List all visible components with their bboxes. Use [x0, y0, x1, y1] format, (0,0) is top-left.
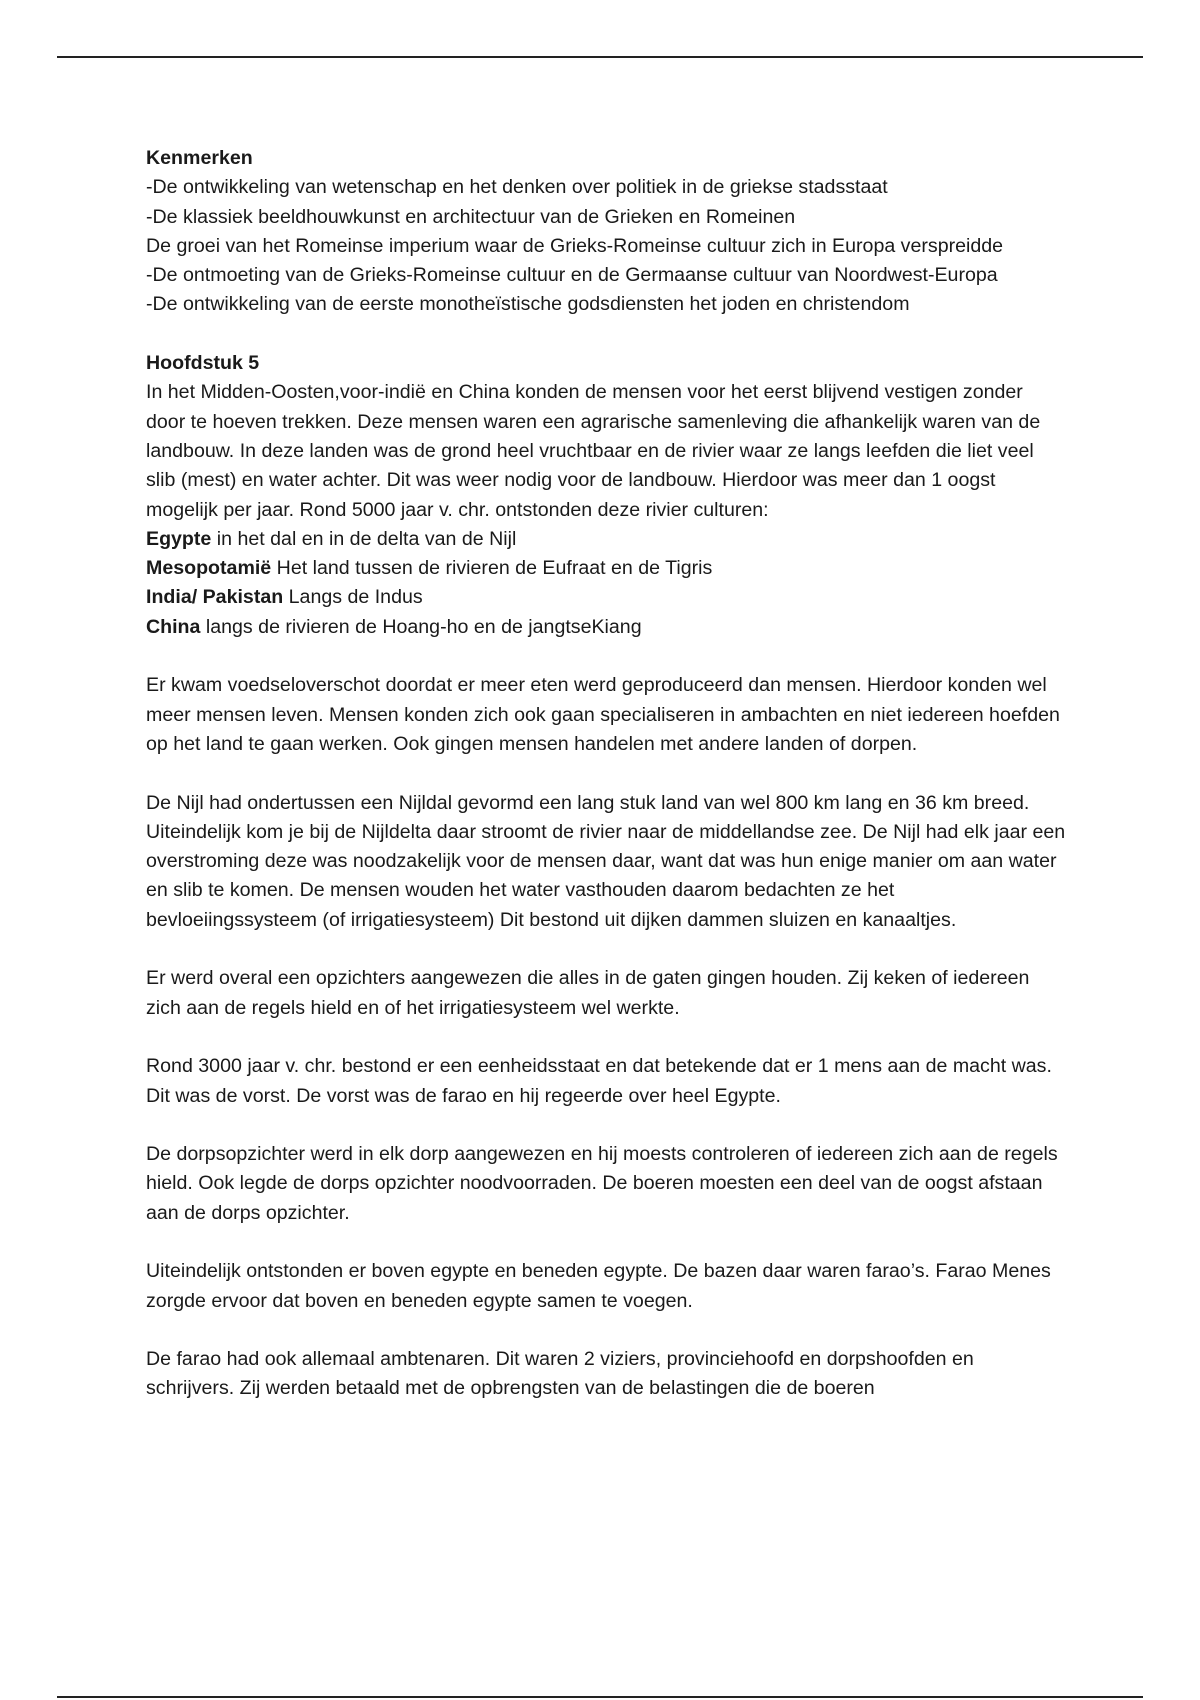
body-paragraph: De farao had ook allemaal ambtenaren. Dit waren 2 viziers, provinciehoofd en dorpshoofden en schrijvers. Zij werden betaald met de opbrengsten van de belastingen die de boeren: [146, 1348, 974, 1400]
spacer: [146, 935, 1066, 964]
body-paragraph: Rond 3000 jaar v. chr. bestond er een eenheidsstaat en dat betekende dat er 1 mens aan de macht was. Dit was de vorst. De vorst was de farao en hij regeerde over heel Egypte.: [146, 1055, 1052, 1107]
body-paragraph: Er werd overal een opzichters aangewezen die alles in de gaten gingen houden. Zij keken of iedereen zich aan de regels hield en of het irrigatiesysteem wel werkte.: [146, 967, 1030, 1019]
spacer: [146, 1023, 1066, 1052]
kenmerk-line: -De ontmoeting van de Grieks-Romeinse cultuur en de Germaanse cultuur van Noordwest-Europa: [146, 264, 998, 287]
section-heading-hoofdstuk: Hoofdstuk 5: [146, 352, 260, 375]
kenmerk-line: -De ontwikkeling van de eerste monotheïstische godsdiensten het joden en christendom: [146, 293, 910, 316]
culture-name: China: [146, 615, 201, 638]
spacer: [146, 1228, 1066, 1257]
culture-description: Het land tussen de rivieren de Eufraat en de Tigris: [271, 557, 713, 580]
header-rule: [57, 56, 1143, 58]
spacer: [146, 320, 1066, 349]
spacer: [146, 759, 1066, 788]
culture-description: in het dal en in de delta van de Nijl: [211, 527, 517, 550]
footer-rule: [57, 1696, 1143, 1698]
culture-item-egypte: [146, 525, 1066, 554]
kenmerk-line: -De ontwikkeling van wetenschap en het denken over politiek in de griekse stadsstaat: [146, 176, 888, 199]
kenmerk-line: -De klassiek beeldhouwkunst en architectuur van de Grieken en Romeinen: [146, 205, 796, 228]
body-paragraph: Er kwam voedseloverschot doordat er meer eten werd geproduceerd dan mensen. Hierdoor konden wel meer mensen leven. Mensen konden zich ook gaan specialiseren in ambachten en niet iedereen hoefden op het land te gaan werken. Ook gingen mensen handelen met andere landen of dorpen.: [146, 674, 1060, 755]
section-heading-kenmerken: Kenmerken: [146, 147, 253, 169]
intro-paragraph: In het Midden-Oosten,voor-indië en China konden de mensen voor het eerst blijvend vestigen zonder door te hoeven trekken. Deze mensen waren een agrarische samenleving die afhankelijk waren van de landbouw. In deze landen was de grond heel vruchtbaar en de rivier waar ze langs leefden die liet veel slib (mest) en water achter. Dit was weer nodig voor de landbouw. Hierdoor was meer dan 1 oogst mogelijk per jaar. Rond 5000 jaar v. chr. ontstonden deze rivier culturen:: [146, 381, 1041, 521]
spacer: [146, 642, 1066, 671]
culture-description: langs de rivieren de Hoang-ho en de jangtseKiang: [200, 615, 642, 638]
culture-item-india: [146, 583, 1066, 612]
culture-name: India/ Pakistan: [146, 586, 284, 609]
body-paragraph: Uiteindelijk ontstonden er boven egypte en beneden egypte. De bazen daar waren farao’s. Farao Menes zorgde ervoor dat boven en beneden egypte samen te voegen.: [146, 1260, 1051, 1312]
culture-name: Mesopotamië: [146, 557, 272, 580]
document-body: [146, 144, 1066, 1404]
spacer: [146, 1316, 1066, 1345]
spacer: [146, 1111, 1066, 1140]
body-paragraph: De Nijl had ondertussen een Nijldal gevormd een lang stuk land van wel 800 km lang en 36 km breed. Uiteindelijk kom je bij de Nijldelta daar stroomt de rivier naar de middellandse zee. De Nijl had elk jaar een overstroming deze was noodzakelijk voor de mensen daar, want dat was hun enige manier om aan water en slib te komen. De mensen wouden het water vasthouden daarom bedachten ze het bevloeiingssysteem (of irrigatiesysteem) Dit bestond uit dijken dammen sluizen en kanaaltjes.: [146, 791, 1066, 931]
body-paragraph: De dorpsopzichter werd in elk dorp aangewezen en hij moests controleren of iedereen zich aan de regels hield. Ook legde de dorps opzichter noodvoorraden. De boeren moesten een deel van de oogst afstaan aan de dorps opzichter.: [146, 1143, 1058, 1224]
culture-item-china: [146, 613, 1066, 642]
kenmerk-line: De groei van het Romeinse imperium waar de Grieks-Romeinse cultuur zich in Europa verspreidde: [146, 234, 1004, 257]
culture-description: Langs de Indus: [283, 586, 423, 609]
culture-item-mesopotamie: [146, 554, 1066, 583]
culture-name: Egypte: [146, 527, 212, 550]
